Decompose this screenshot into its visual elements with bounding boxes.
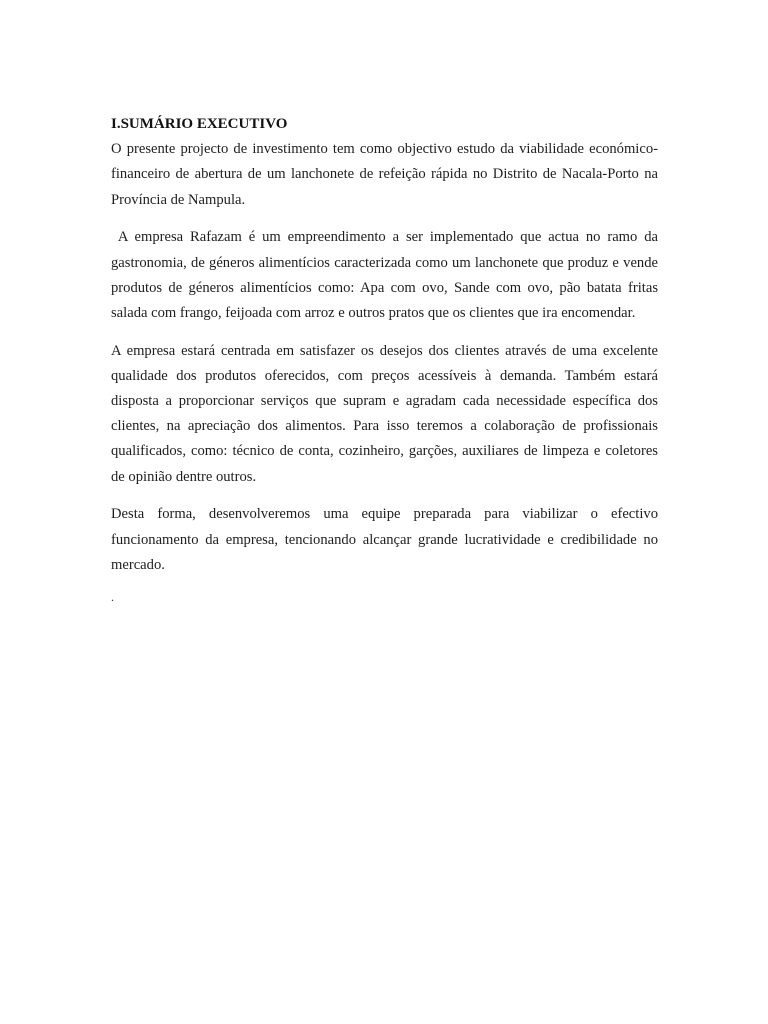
paragraph-customer-focus: A empresa estará centrada em satisfazer os desejos dos clientes através de uma excelente qualidade dos produtos oferecidos, com preços acessíveis à demanda. Também estará disposta a proporcionar serviços que supram e agradam cada necessidade específica dos clientes, na apreciação dos alimentos. Para isso teremos a colaboração de profissionais qualificados, como: técnico de conta, cozinheiro, garções, auxiliares de limpeza e coletores de opinião dentre outros. (111, 342, 658, 485)
document-body (111, 112, 658, 604)
trailing-mark: . (111, 590, 114, 605)
paragraph-conclusion: Desta forma, desenvolveremos uma equipe preparada para viabilizar o efectivo funcionamento da empresa, tencionando alcançar grande lucratividade e credibilidade no mercado. (111, 506, 658, 573)
paragraph-objective: O presente projecto de investimento tem como objectivo estudo da viabilidade económico-financeiro de abertura de um lanchonete de refeição rápida no Distrito de Nacala-Porto na Província de Nampula. (111, 141, 658, 208)
section-heading: I.SUMÁRIO EXECUTIVO (111, 116, 288, 132)
paragraph-company-description: A empresa Rafazam é um empreendimento a ser implementado que actua no ramo da gastronomia, de géneros alimentícios caracterizada como um lanchonete que produz e vende produtos de géneros alimentícios como: Apa com ovo, Sande com ovo, pão batata fritas salada com frango, feijoada com arroz e outros pratos que os clientes que ira encomendar. (111, 229, 658, 321)
